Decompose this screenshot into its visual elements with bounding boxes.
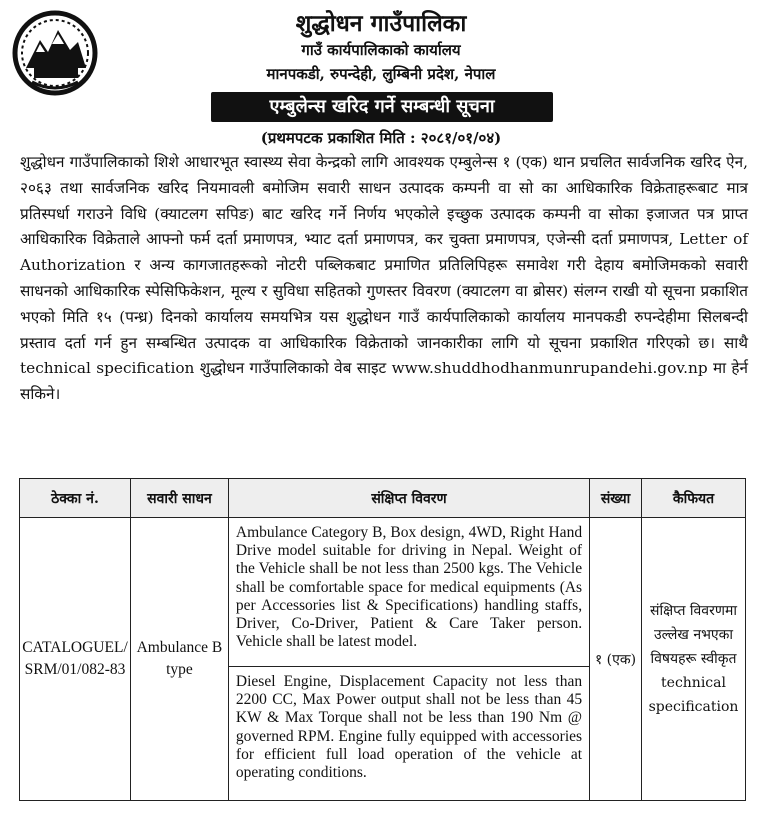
header-quantity: संख्या xyxy=(590,479,642,518)
remarks: संक्षिप्त विवरणमा उल्लेख नभएका विषयहरू स्वीकृत technical specification xyxy=(642,518,746,801)
vehicle-type: Ambulance B type xyxy=(130,518,228,801)
table-row xyxy=(20,518,746,667)
notice-title: एम्बुलेन्स खरिद गर्ने सम्बन्धी सूचना xyxy=(211,92,553,122)
municipality-name: शुद्धोधन गाउँपालिका xyxy=(295,10,467,37)
spec-engine: Diesel Engine, Displacement Capacity not less than 2200 CC, Max Power output shall not be less than 45 KW & Max Torque shall not be less than 190 Nm @ governed RPM. Engine fully equipped with accessories for efficient full load operation of the vehicle at operating conditions. xyxy=(228,667,589,801)
quantity: १ (एक) xyxy=(590,518,642,801)
office-name: गाउँ कार्यपालिकाको कार्यालय xyxy=(301,41,461,59)
office-address: मानपकडी, रुपन्देही, लुम्बिनी प्रदेश, नेपाल xyxy=(266,65,496,83)
procurement-table xyxy=(19,478,746,801)
header-contract-no: ठेक्का नं. xyxy=(20,479,131,518)
notice-body-text: शुद्धोधन गाउँपालिकाको शिशे आधारभूत स्वास्थ्य सेवा केन्द्रको लागि आवश्यक एम्बुलेन्स १ (एक) थान प्रचलित सार्वजनिक खरिद ऐन, २०६३ तथा सार्वजनिक खरिद नियमावली बमोजिम सवारी साधन उत्पादक कम्पनी वा सो का आधिकारिक विक्रेताहरूबाट मात्र प्रतिस्पर्धा गराउने विधि (क्याटलग सपिङ) बाट खरिद गर्ने निर्णय भएकोले इच्छुक उत्पादक कम्पनी वा सोका इजाजत पत्र प्राप्त आधिकारिक विक्रेताले आफ्नो फर्म दर्ता प्रमाणपत्र, भ्याट दर्ता प्रमाणपत्र, कर चुक्ता प्रमाणपत्र, एजेन्सी दर्ता प्रमाणपत्र, Letter of Authorization र अन्य कागजातहरूको नोटरी पब्लिकबाट प्रमाणित प्रतिलिपिहरू समावेश गरी देहाय बमोजिमकको सवारी साधनको आधिकारिक स्पेसिफिकेशन, मूल्य र सुविधा सहितको गुणस्तर विवरण (क्याटलग वा ब्रोसर) संलग्न राखी यो सूचना प्रकाशित भएको मिति १५ (पन्ध्र) दिनको कार्यालय समयभित्र यस शुद्धोधन गाउँ कार्यपालिकाको कार्यालय मानपकडी रुपन्देहीमा सिलबन्दी प्रस्ताव दर्ता गर्न हुन सम्बन्धित उत्पादक वा आधिकारिक विक्रेताको जानकारीका लागि यो सूचना प्रकाशित गरिएको छ। साथै technical specification शुद्धोधन गाउँपालिकाको वेब साइट www.shuddhodhanmunrupandehi.gov.np मा हेर्न सकिने। xyxy=(20,153,748,404)
header-vehicle: सवारी साधन xyxy=(130,479,228,518)
contract-number: CATALOGUEL/ SRM/01/082-83 xyxy=(20,518,131,801)
table-header-row xyxy=(20,479,746,518)
first-published-date: (प्रथमपटक प्रकाशित मिति : २०८१/०१/०४) xyxy=(260,129,502,147)
header-remarks: कैफियत xyxy=(642,479,746,518)
spec-general: Ambulance Category B, Box design, 4WD, Right Hand Drive model suitable for driving in Nepal. Weight of the Vehicle shall be not less than 2500 kgs. The Vehicle shall be comfortable space for medical equipments (As per Accessories list & Specifications) handling staffs, Driver, Co-Driver, Patient & Care Taker person. Vehicle shall be latest model. xyxy=(228,518,589,667)
header-description: संक्षिप्त विवरण xyxy=(228,479,589,518)
